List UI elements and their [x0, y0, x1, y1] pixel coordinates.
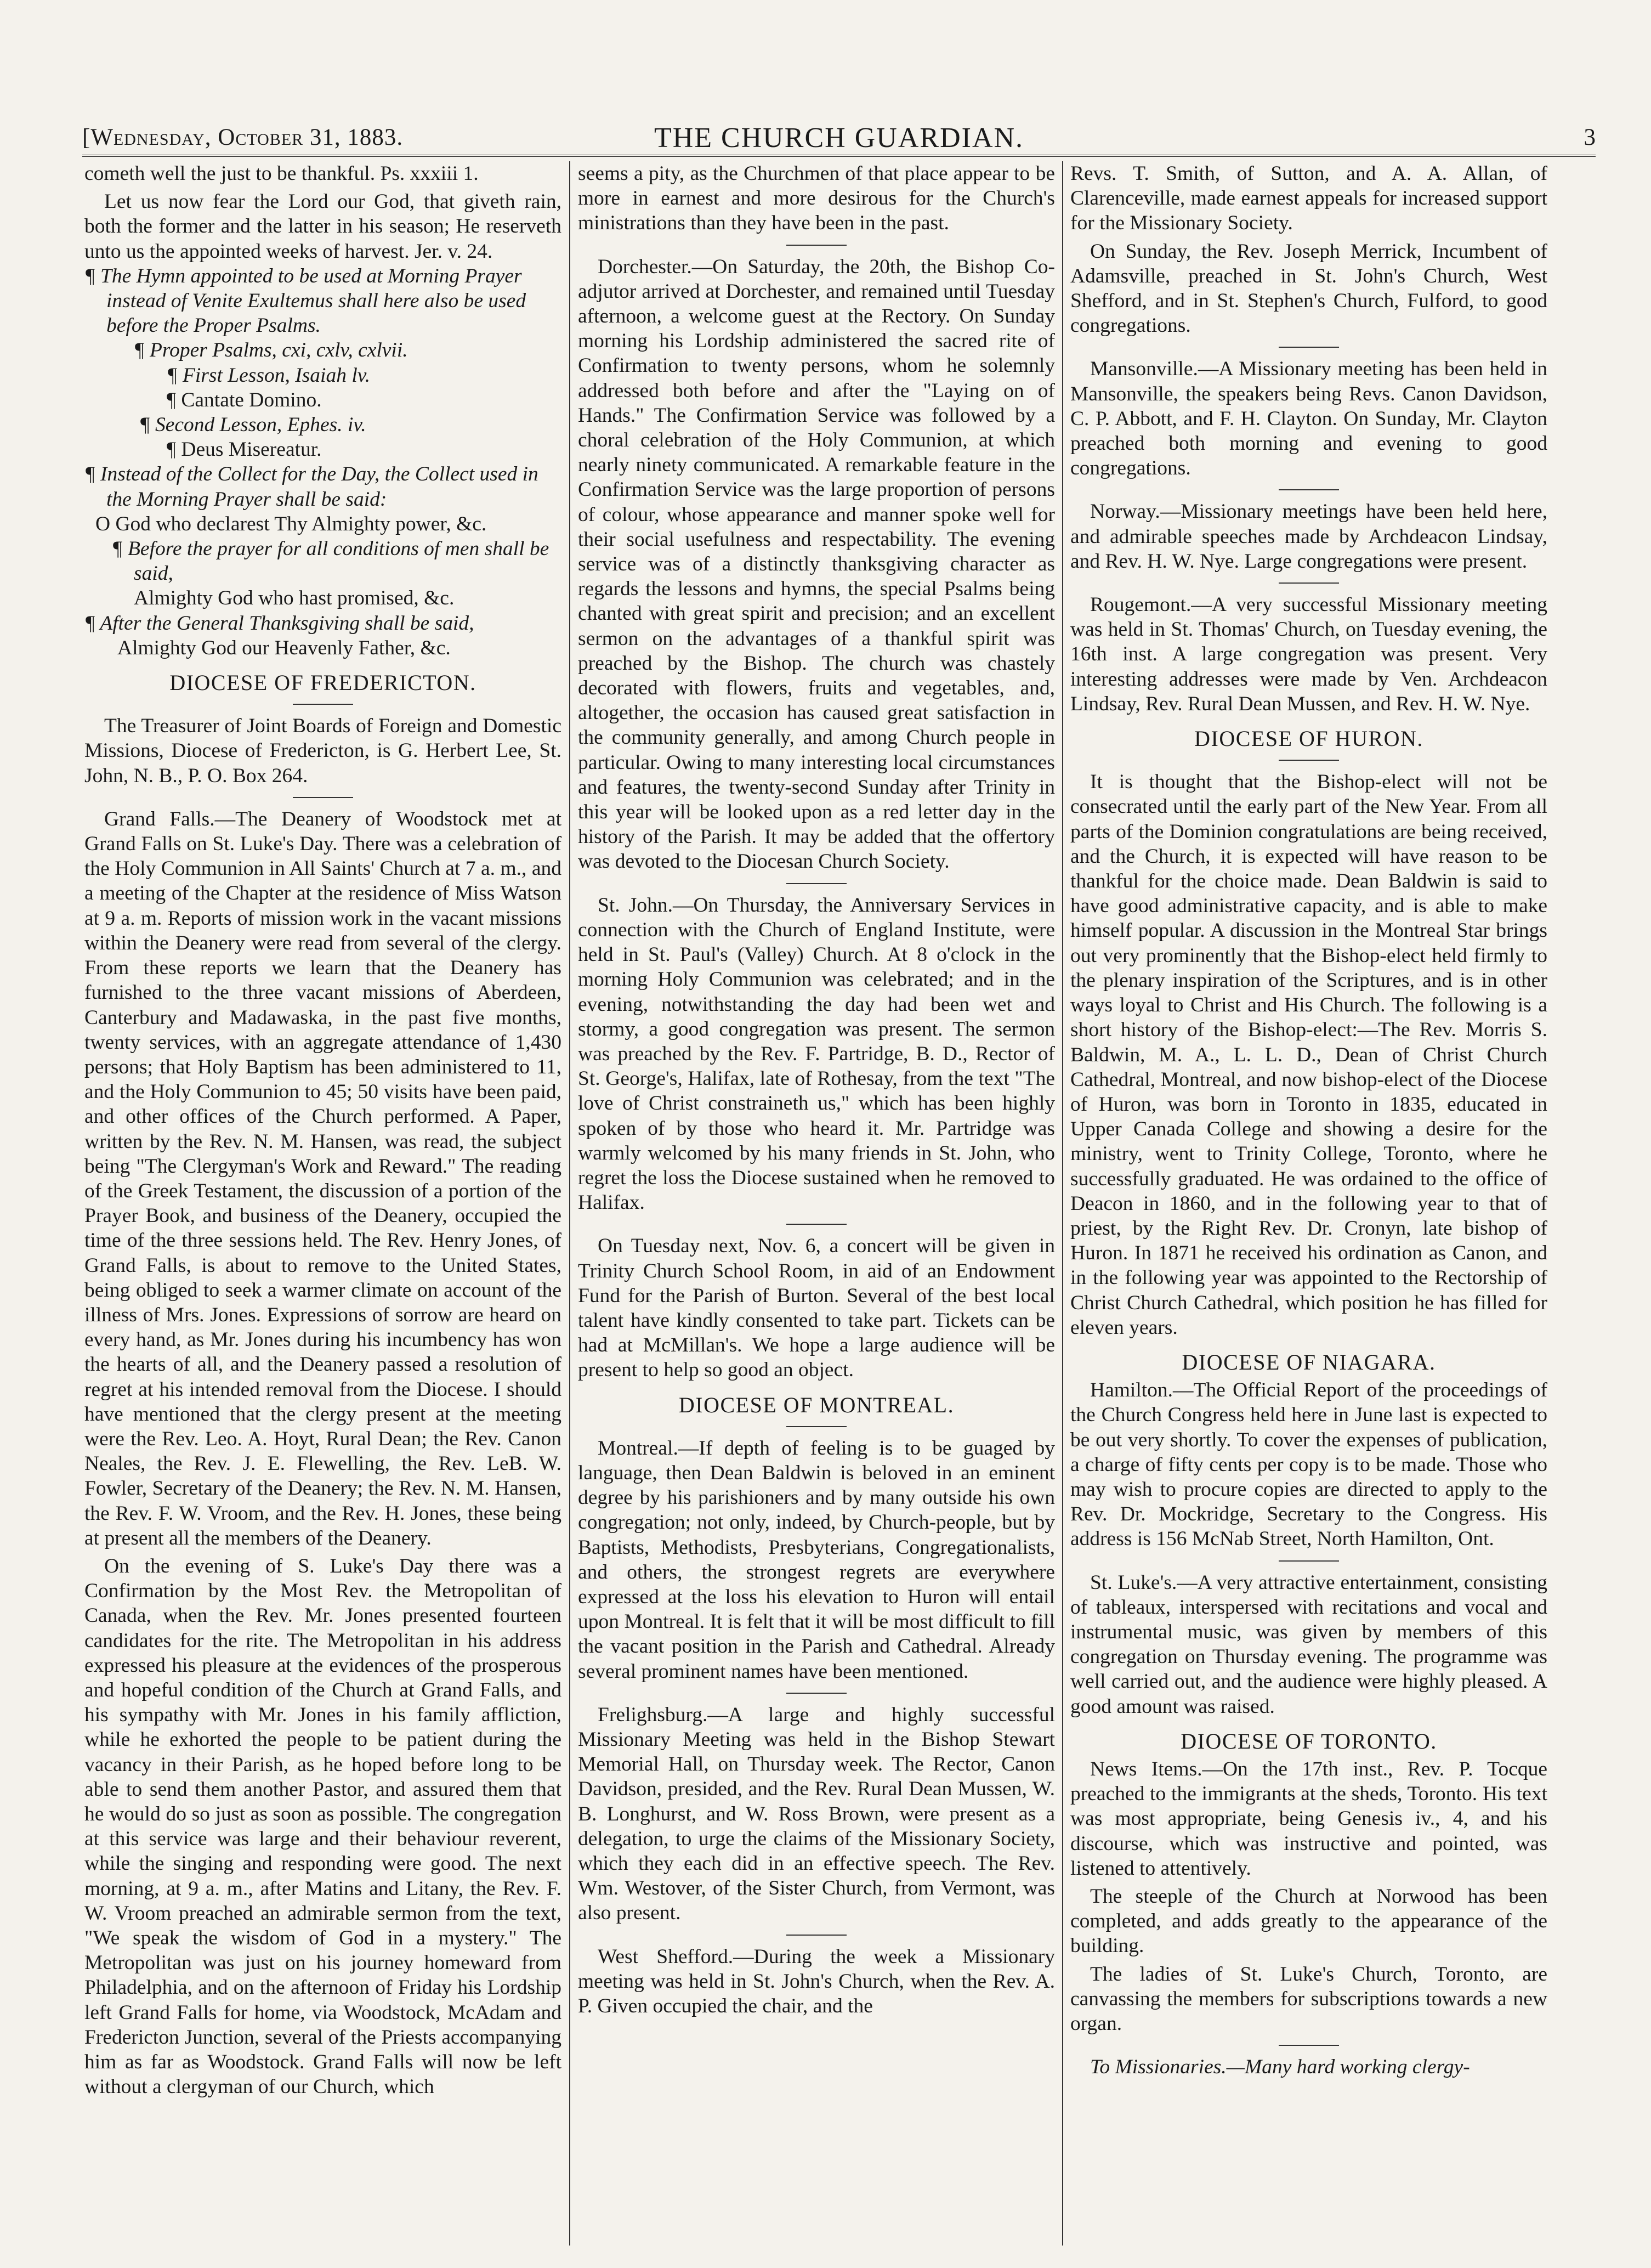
rubric: ¶ Instead of the Collect for the Day, the Collect used in the Morning Prayer shall be said: [84, 463, 538, 511]
paragraph: On Sunday, the Rev. Joseph Merrick, Incumbent of Adamsville, preached in St. John's Church, West Shefford, and in St. Stephen's Church, Fulford, to good congregations. [1070, 240, 1547, 337]
article-grand-falls: Grand Falls.—The Deanery of Woodstock met at Grand Falls on St. Luke's Day. There was a celebration of the Holy Communion in All Saints' Church at 7 a. m., and a meeting of the Chapter at the residence of Miss Watson at 9 a. m. Reports of mission work in the vacant missions within the Deanery were read from several of the clergy. From these reports we learn that the Deanery has furnished to the three vacant missions of Aberdeen, Canterbury and Madawaska, in the past five months, twenty services, with an aggregate attendance of 1,430 persons; that Holy Baptism has been administered to 11, and the Holy Communion to 45; 50 visits have been paid, and other offices of the Church performed. A Paper, written by the Rev. N. M. Hansen, was read, the subject being "The Clergyman's Work and Reward." The reading of the Greek Testament, the discussion of a portion of the Prayer Book, and business of the Deanery, occupied the time of the three sessions held. The Rev. Henry Jones, of Grand Falls, is about to remove to the United States, being obliged to seek a warmer climate on account of the illness of Mrs. Jones. Expressions of sorrow are heard on every hand, as Mr. Jones during his incumbency has won the hearts of all, and the Deanery passed a resolution of regret at his intended removal from the Diocese. I should have mentioned that the clergy present at the meeting were the Rev. Leo. A. Hoyt, Rural Dean; the Rev. Canon Neales, the Rev. J. E. Flewelling, the Rev. LeB. W. Fowler, Secretary of the Deanery; the Rev. N. M. Hansen, the Rev. F. W. Vroom, and the Rev. H. Jones, these being at present all the members of the Deanery. [84, 807, 561, 1549]
column-2 [578, 161, 1055, 2251]
rubric: Almighty God our Heavenly Father, &c. [117, 636, 451, 659]
article-st-lukes: St. Luke's.—A very attractive entertainment, consisting of tableaux, interspersed with recitations and vocal and instrumental music, was given by members of this congregation on Thursday evening. The programme was well carried out, and the audience were highly pleased. A good amount was raised. [1070, 1571, 1547, 1718]
separator-rule [1279, 582, 1339, 584]
column-3 [1070, 161, 1547, 2251]
column-rule [569, 161, 570, 2246]
section-heading: DIOCESE OF TORONTO. [1181, 1728, 1437, 1754]
newspaper-title: THE CHURCH GUARDIAN. [654, 122, 1024, 154]
article-dorchester: Dorchester.—On Saturday, the 20th, the Bishop Co-adjutor arrived at Dorchester, and remained until Tuesday afternoon, a welcome guest at the Rectory. On Sunday morning his Lordship administered the sacred rite of Confirmation to twenty persons, whom he solemnly addressed both before and after the "Laying on of Hands." The Confirmation Service was followed by a choral celebration of the Holy Communion, at which nearly ninety communicated. A remarkable feature in the Confirmation Service was the large proportion of persons of colour, whose appearance and manner spoke well for their social usefulness and respectability. The evening service was of a distinctly thanksgiving character as regards the lessons and hymns, the special Psalms being chanted with great spirit and precision; and an excellent sermon on the advantages of a thankful spirit was preached by the Bishop. The church was chastely decorated with flowers, fruits and vegetables, and, altogether, the occasion has caused great satisfaction in the community generally, and among Church people in particular. Owing to many interesting local circumstances and features, the twenty-second Sunday after Trinity in this year will be looked upon as a red letter day in the history of the Parish. It may be added that the offertory was devoted to the Diocesan Church Society. [578, 255, 1055, 873]
separator-rule [786, 1935, 847, 1936]
separator-rule [786, 245, 847, 246]
rubric: ¶ The Hymn appointed to be used at Morning Prayer instead of Venite Exultemus shall here also be used before the Proper Psalms. [84, 264, 526, 337]
article-rougemont: Rougemont.—A very successful Missionary meeting was held in St. Thomas' Church, on Tuesday evening, the 16th inst. A large congregation was present. Very interesting addresses were made by Ven. Archdeacon Lindsay, Rev. Rural Dean Mussen, and Rev. H. W. Nye. [1070, 593, 1547, 715]
column-1 [84, 161, 561, 2251]
rubric: Almighty God who hast promised, &c. [134, 587, 455, 610]
separator-rule [1279, 1560, 1339, 1562]
separator-rule [1279, 760, 1339, 761]
separator-rule [786, 883, 847, 884]
paragraph: On the evening of S. Luke's Day there was a Confirmation by the Most Rev. the Metropolitan of Canada, when the Rev. Mr. Jones presented fourteen candidates for the rite. The Metropolitan in his address expressed his pleasure at the evidences of the prosperous and hopeful condition of the Church at Grand Falls, and his sympathy with Mr. Jones in his family affliction, while he exhorted the people to be patient during the vacancy in their Parish, as he hoped before long to be able to send them another Pastor, and assured them that he would do so just as soon as possible. The congregation at this service was large and their behaviour reverent, while the singing and responding were good. The next morning, at 9 a. m., after Matins and Litany, the Rev. F. W. Vroom preached an admirable sermon from the text, "We speak the wisdom of God in a mystery." The Metropolitan was just on his journey homeward from Philadelphia, and on the afternoon of Friday his Lordship left Grand Falls for home, via Woodstock, McAdam and Fredericton Junction, several of the Priests accompanying him as far as Woodstock. Grand Falls will now be left without a clergyman of our Church, which [84, 1554, 561, 2099]
article-news-items: News Items.—On the 17th inst., Rev. P. Tocque preached to the immigrants at the sheds, Toronto. His text was most appropriate, being Genesis iv., 4, and his discourse, which was instructive and pointed, was listened to attentively. [1070, 1757, 1547, 1880]
article-frelighsburg: Frelighsburg.—A large and highly successful Missionary Meeting was held in the Bishop Stewart Memorial Hall, on Thursday week. The Rector, Canon Davidson, presided, and the Rev. Rural Dean Mussen, W. B. Longhurst, and W. Ross Brown, were present as a delegation, to urge the claims of the Missionary Society, which they each did in an effective speech. The Rev. Wm. Westover, of the Sister Church, from Vermont, was also present. [578, 1703, 1055, 1925]
rubric: ¶ Second Lesson, Ephes. iv. [139, 414, 366, 437]
paragraph: On Tuesday next, Nov. 6, a concert will be given in Trinity Church School Room, in aid of an Endowment Fund for the Parish of Burton. Several of the best local talent have kindly consented to take part. Tickets can be had at McMillan's. We hope a large audience will be present to help so good an object. [578, 1235, 1055, 1382]
separator-rule [786, 1426, 847, 1427]
paragraph: seems a pity, as the Churchmen of that place appear to be more in earnest and more desirous for the Church's ministrations than they have been in the past. [578, 162, 1055, 235]
article-west-shefford: West Shefford.—During the week a Missionary meeting was held in St. John's Church, when the Rev. A. P. Given occupied the chair, and the [578, 1945, 1055, 2018]
article-montreal: Montreal.—If depth of feeling is to be guaged by language, then Dean Baldwin is beloved in an eminent degree by his parishioners and by many outside his own congregation; not only, indeed, by Church-people, but by Baptists, Methodists, Presbyterians, Congregationalists, and others, the strongest regrets are everywhere expressed at the loss his elevation to Huron will entail upon Montreal. It is felt that it will be most difficult to fill the vacant position in the Parish and Cathedral. Already several prominent names have been mentioned. [578, 1436, 1055, 1683]
column-rule [1062, 161, 1063, 2246]
rubric: ¶ Cantate Domino. [167, 388, 322, 411]
page-number: 3 [1584, 125, 1596, 150]
article-to-missionaries: To Missionaries.—Many hard working clergy- [1090, 2056, 1470, 2079]
separator-rule [1279, 489, 1339, 490]
separator-rule [1279, 347, 1339, 348]
paragraph: The ladies of St. Luke's Church, Toronto, are canvassing the members for subscriptions towards a new organ. [1070, 1962, 1547, 2035]
article-hamilton: Hamilton.—The Official Report of the proceedings of the Church Congress held here in June last is expected to be out very shortly. To cover the expenses of publication, a charge of fifty cents per copy is to be made. Those who may wish to procure copies are directed to apply to the Rev. Dr. Mockridge, Secretary to the Congress. His address is 156 McNab Street, North Hamilton, Ont. [1070, 1379, 1547, 1551]
section-heading: DIOCESE OF FREDERICTON. [169, 670, 476, 695]
section-heading: DIOCESE OF HURON. [1194, 726, 1423, 751]
separator-rule [786, 1693, 847, 1694]
separator-rule [786, 1224, 847, 1225]
separator-rule [1279, 2045, 1339, 2046]
paragraph: Revs. T. Smith, of Sutton, and A. A. Allan, of Clarenceville, made earnest appeals for increased support for the Missionary Society. [1070, 162, 1547, 235]
article-mansonville: Mansonville.—A Missionary meeting has been held in Mansonville, the speakers being Revs. Canon Davidson, C. P. Abbott, and F. H. Clayton. On Sunday, Mr. Clayton preached both morning and evening to good congregations. [1070, 358, 1547, 480]
rubric: ¶ Before the prayer for all conditions of men shall be said, [112, 538, 549, 585]
paragraph: The steeple of the Church at Norwood has been completed, and adds greatly to the appearance of the building. [1070, 1885, 1547, 1958]
rubric: ¶ After the General Thanksgiving shall be said, [84, 612, 474, 635]
rubric: ¶ Deus Misereatur. [167, 438, 322, 461]
article-st-john: St. John.—On Thursday, the Anniversary Services in connection with the Church of England Institute, were held in St. Paul's (Valley) Church. At 8 o'clock in the morning Holy Communion was celebrated; and in the evening, notwithstanding the day had been wet and stormy, a good congregation was present. The sermon was preached by the Rev. F. Partridge, B. D., Rector of St. George's, Halifax, late of Rothesay, from the text "The love of Christ constraineth us," which has been highly spoken of by those who heard it. Mr. Partridge was warmly welcomed by his many friends in St. John, who regret the loss the Diocese sustained when he removed to Halifax. [578, 893, 1055, 1214]
article-norway: Norway.—Missionary meetings have been held here, and admirable speeches made by Archdeacon Lindsay, and Rev. H. W. Nye. Large congregations were present. [1070, 500, 1547, 573]
masthead-rule [82, 155, 1596, 157]
article-huron: It is thought that the Bishop-elect will not be consecrated until the early part of the New Year. From all parts of the Dominion congratulations are being received, and the Church, it is expected will have reason to be thankful for the choice made. Dean Baldwin is said to have good administrative capacity, and is able to make himself popular. A discussion in the Montreal Star brings out very prominently that the Bishop-elect held firmly to the plenary inspiration of the Scriptures, and is in other ways loyal to Christ and His Church. The following is a short history of the Bishop-elect:—The Rev. Morris S. Baldwin, M. A., L. L. D., Dean of Christ Church Cathedral, Montreal, and now bishop-elect of the Diocese of Huron, was born in Toronto in 1835, educated in Upper Canada College and showing a desire for the ministry, went to Trinity College, Toronto, where he successfully graduated. He was ordained to the office of Deacon in 1860, and in the following year to that of priest, by the Right Rev. Dr. Cronyn, late bishop of Huron. In 1871 he received his ordination as Canon, and in the following year was appointed to the Rectorship of Christ Church Cathedral, which position he has filled for eleven years. [1070, 771, 1547, 1339]
separator-rule [293, 797, 353, 798]
masthead [82, 122, 1596, 154]
separator-rule [293, 704, 353, 705]
rubric: O God who declarest Thy Almighty power, &c. [95, 512, 487, 535]
paragraph: The Treasurer of Joint Boards of Foreign and Domestic Missions, Diocese of Fredericton, is G. Herbert Lee, St. John, N. B., P. O. Box 264. [84, 715, 561, 787]
section-heading: DIOCESE OF NIAGARA. [1182, 1349, 1436, 1375]
rubric: ¶ Proper Psalms, cxi, cxlv, cxlvii. [134, 339, 408, 362]
rubric: ¶ First Lesson, Isaiah lv. [167, 364, 371, 387]
paragraph: Let us now fear the Lord our God, that giveth rain, both the former and the latter in his season; He reserveth unto us the appointed weeks of harvest. Jer. v. 24. [84, 190, 561, 263]
section-heading: DIOCESE OF MONTREAL. [678, 1392, 955, 1417]
paragraph: cometh well the just to be thankful. Ps. xxxiii 1. [84, 162, 479, 185]
issue-date: [Wednesday, October 31, 1883. [82, 125, 404, 150]
